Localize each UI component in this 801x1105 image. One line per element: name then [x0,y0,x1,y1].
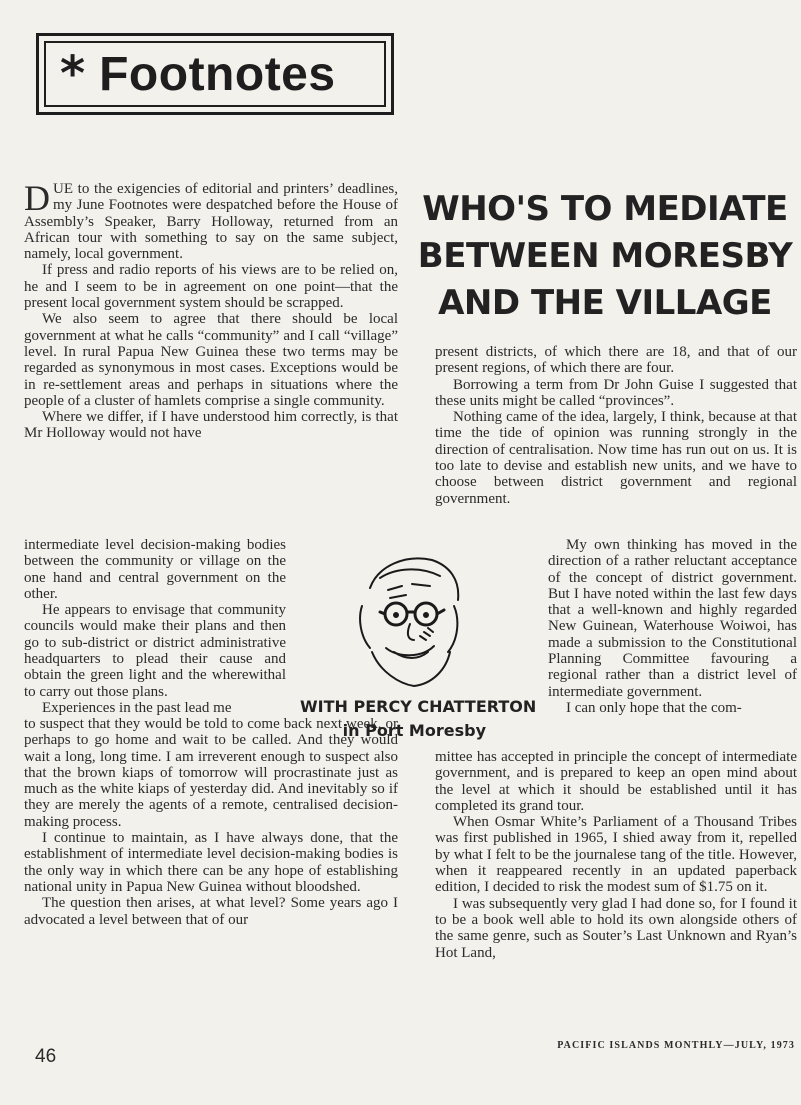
left-column-bottom [24,716,398,928]
paragraph: He appears to envisage that community councils would make their plans and then go to sub-district or district administrative headquarters to plead their cause and obtain the green light and the wherewithal to carry out those plans. [24,602,286,700]
drop-cap: D [24,178,50,218]
paragraph: Nothing came of the idea, largely, I think, because at that time the tide of opinion was running strongly in the direction of centralisation. Now time has run out on us. It is too late to devise and establish new units, and we have to choose between district government and regional government. [435,409,797,507]
paragraph: I can only hope that the com- [566,699,742,716]
footnotes-banner [36,33,394,115]
headline-line: BETWEEN MORESBY [417,236,793,276]
right-column-top [435,344,797,507]
paragraph: If press and radio reports of his views are to be relied on, he and I seem to be in agreement on one point—that the present local government system should be scrapped. [24,262,398,312]
banner-inner-frame [44,41,386,107]
paragraph: I continue to maintain, as I have always done, that the establishment of intermediate level decision-making bodies is the only way in which there can be any hope of establishing national unity in Papua New Guinea without bloodshed. [24,830,398,895]
right-column-narrow [548,537,797,716]
paragraph: Borrowing a term from Dr John Guise I suggested that these units might be called “provinces”. [435,376,797,409]
asterisk-icon: * [60,46,86,102]
headline-line: WHO'S TO MEDIATE [422,189,788,229]
paragraph: intermediate level decision-making bodies between the community or village on the one hand and central government on the other. [24,537,286,602]
paragraph: We also seem to agree that there should be local government at what he calls “community” and I call “village” level. In rural Papua New Guinea these two terms may be regarded as synonymous in most cases. Exceptions would be in re-settlement areas and perhaps in situations where the people of a cluster of hamlets comprise a single community. [24,311,398,409]
paragraph: present districts, of which there are 18, and that of our present regions, of which there are four. [435,344,797,377]
paragraph: DUE to the exigencies of editorial and printers’ deadlines, my June Footnotes were despatched before the House of Assembly’s Speaker, Barry Holloway, returned from an African tour with something to say on the same subject, namely, local government. [24,178,398,263]
headline-line: AND THE VILLAGE [438,283,772,323]
left-column-narrow [24,537,286,716]
paragraph: mittee has accepted in principle the concept of intermediate government, and is prepared to keep an open mind about the level at which it should be established until it has completed its grand tour. [435,749,797,814]
paragraph: Where we differ, if I have understood him correctly, is that Mr Holloway would not have [24,409,398,442]
paragraph: Experiences in the past lead me [42,699,232,716]
byline-location: in Port Moresby [342,721,486,740]
paragraph: My own thinking has moved in the direction of a rather reluctant acceptance of the concept of district government. But I have noted within the last few days that a well-known and highly regarded New Guinean, Waterhouse Woiwoi, has made a submission to the Constitutional Planning Committee favouring a regional rather than a district level of intermediate government. [548,537,797,700]
paragraph: The question then arises, at what level? Some years ago I advocated a level between that of our [24,895,398,928]
paragraph: to suspect that they would be told to come back next week, or perhaps to go home and wait to be called. And they would wait a long, long time. I am irreverent enough to suspect also that the brown kiaps of tomorrow will procrastinate just as much as the white kiaps of yesterday did. And inevitably so if they are merely the agents of a remote, centralised decision-making process. [24,716,398,830]
paragraph: I was subsequently very glad I had done so, for I found it to be a book well able to hold its own alongside others of the same genre, such as Souter’s Last Unknown and Ryan’s Hot Land, [435,895,797,961]
right-column-bottom [435,749,797,961]
publication-credit: PACIFIC ISLANDS MONTHLY—JULY, 1973 [557,1040,795,1051]
page-number: 46 [35,1046,57,1067]
article-headline [415,186,795,327]
left-column-top [24,178,398,442]
author-byline [300,695,537,743]
author-caricature-illustration [350,548,465,693]
banner-title: Footnotes [99,47,336,101]
paragraph: When Osmar White’s Parliament of a Thousand Tribes was first published in 1965, I shied away from it, repelled by what I felt to be the journalese tang of the title. However, when it reappeared recently in an updated paperback edition, I decided to risk the modest sum of $1.75 on it. [435,814,797,896]
byline-author: WITH PERCY CHATTERTON [300,697,537,716]
